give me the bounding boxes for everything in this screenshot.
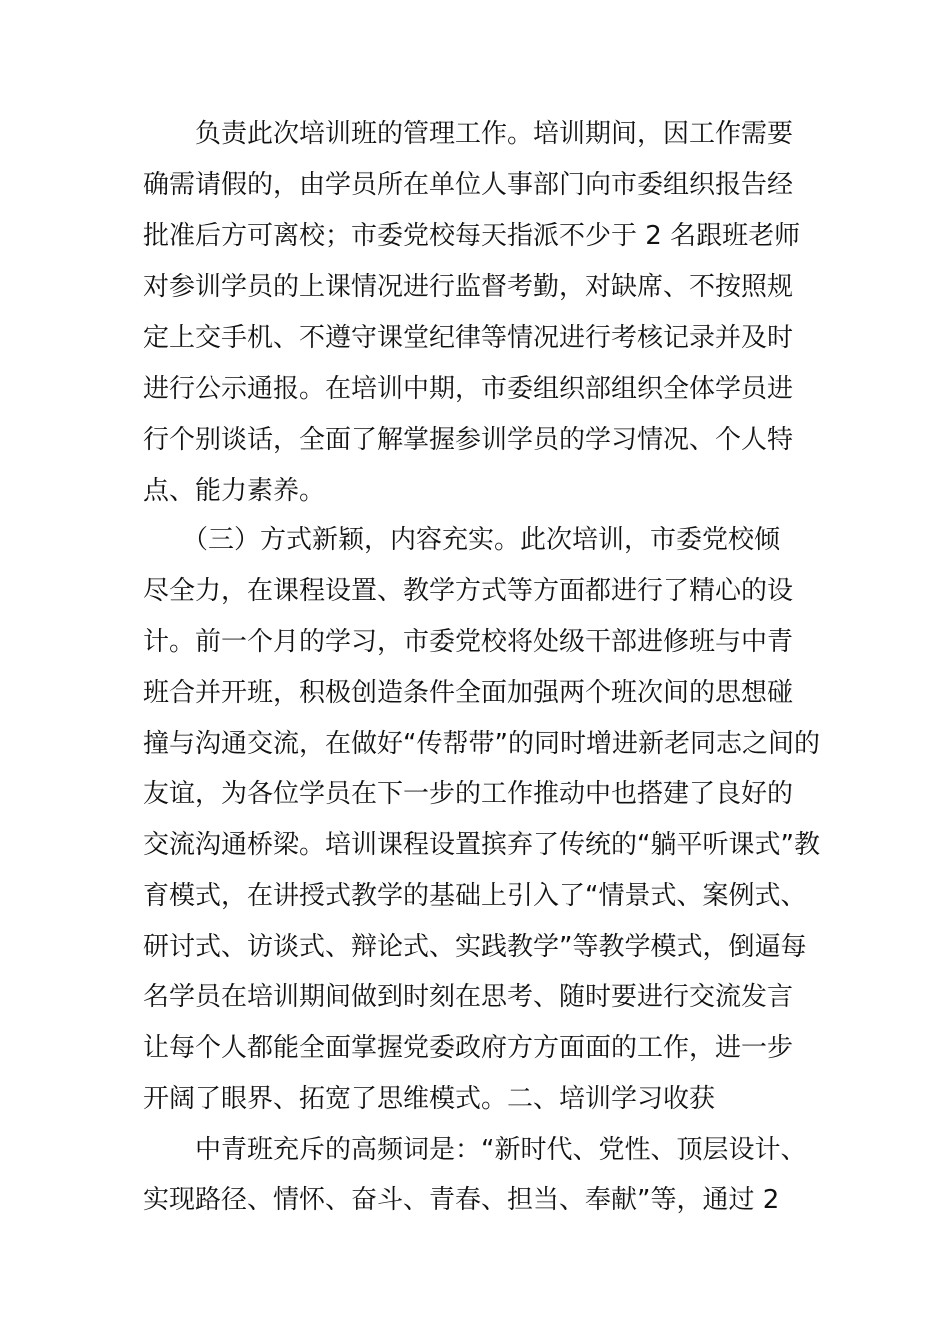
- text-line: 负责此次培训班的管理工作。培训期间，因工作需要: [143, 119, 794, 149]
- text-line: 撞与沟通交流，在做好“传帮带”的同时增进新老同志之间的: [143, 729, 820, 759]
- text-line: 批准后方可离校；市委党校每天指派不少于 2 名跟班老师: [143, 221, 801, 251]
- text-line: 定上交手机、不遵守课堂纪律等情况进行考核记录并及时: [143, 323, 794, 353]
- text-line: 让每个人都能全面掌握党委政府方方面面的工作，进一步: [143, 1033, 794, 1063]
- text-line: 进行公示通报。在培训中期，市委组织部组织全体学员进: [143, 374, 794, 404]
- text-line: 育模式，在讲授式教学的基础上引入了“情景式、案例式、: [143, 881, 807, 911]
- text-line: 名学员在培训期间做到时刻在思考、随时要进行交流发言: [143, 982, 794, 1012]
- text-line: 研讨式、访谈式、辩论式、实践教学”等教学模式，倒逼每: [143, 932, 807, 962]
- text-line: 友谊，为各位学员在下一步的工作推动中也搭建了良好的: [143, 779, 794, 809]
- text-line: 班合并开班，积极创造条件全面加强两个班次间的思想碰: [143, 678, 794, 708]
- text-line: 点、能力素养。: [143, 476, 326, 506]
- text-line: 对参训学员的上课情况进行监督考勤，对缺席、不按照规: [143, 272, 794, 302]
- text-line: 尽全力，在课程设置、教学方式等方面都进行了精心的设: [143, 576, 794, 606]
- text-line: 交流沟通桥梁。培训课程设置摈弃了传统的“躺平听课式”教: [143, 830, 820, 860]
- text-line: 实现路径、情怀、奋斗、青春、担当、奉献”等，通过 2: [143, 1185, 780, 1215]
- text-line: （三）方式新颖，内容充实。此次培训，市委党校倾: [143, 525, 781, 555]
- text-line: 计。前一个月的学习，市委党校将处级干部进修班与中青: [143, 627, 794, 657]
- text-line: 确需请假的，由学员所在单位人事部门向市委组织报告经: [143, 170, 794, 200]
- text-line: 中青班充斥的高频词是：“新时代、党性、顶层设计、: [143, 1135, 807, 1165]
- text-line: 行个别谈话，全面了解掌握参训学员的学习情况、个人特: [143, 425, 794, 455]
- text-line: 开阔了眼界、拓宽了思维模式。二、培训学习收获: [143, 1084, 716, 1114]
